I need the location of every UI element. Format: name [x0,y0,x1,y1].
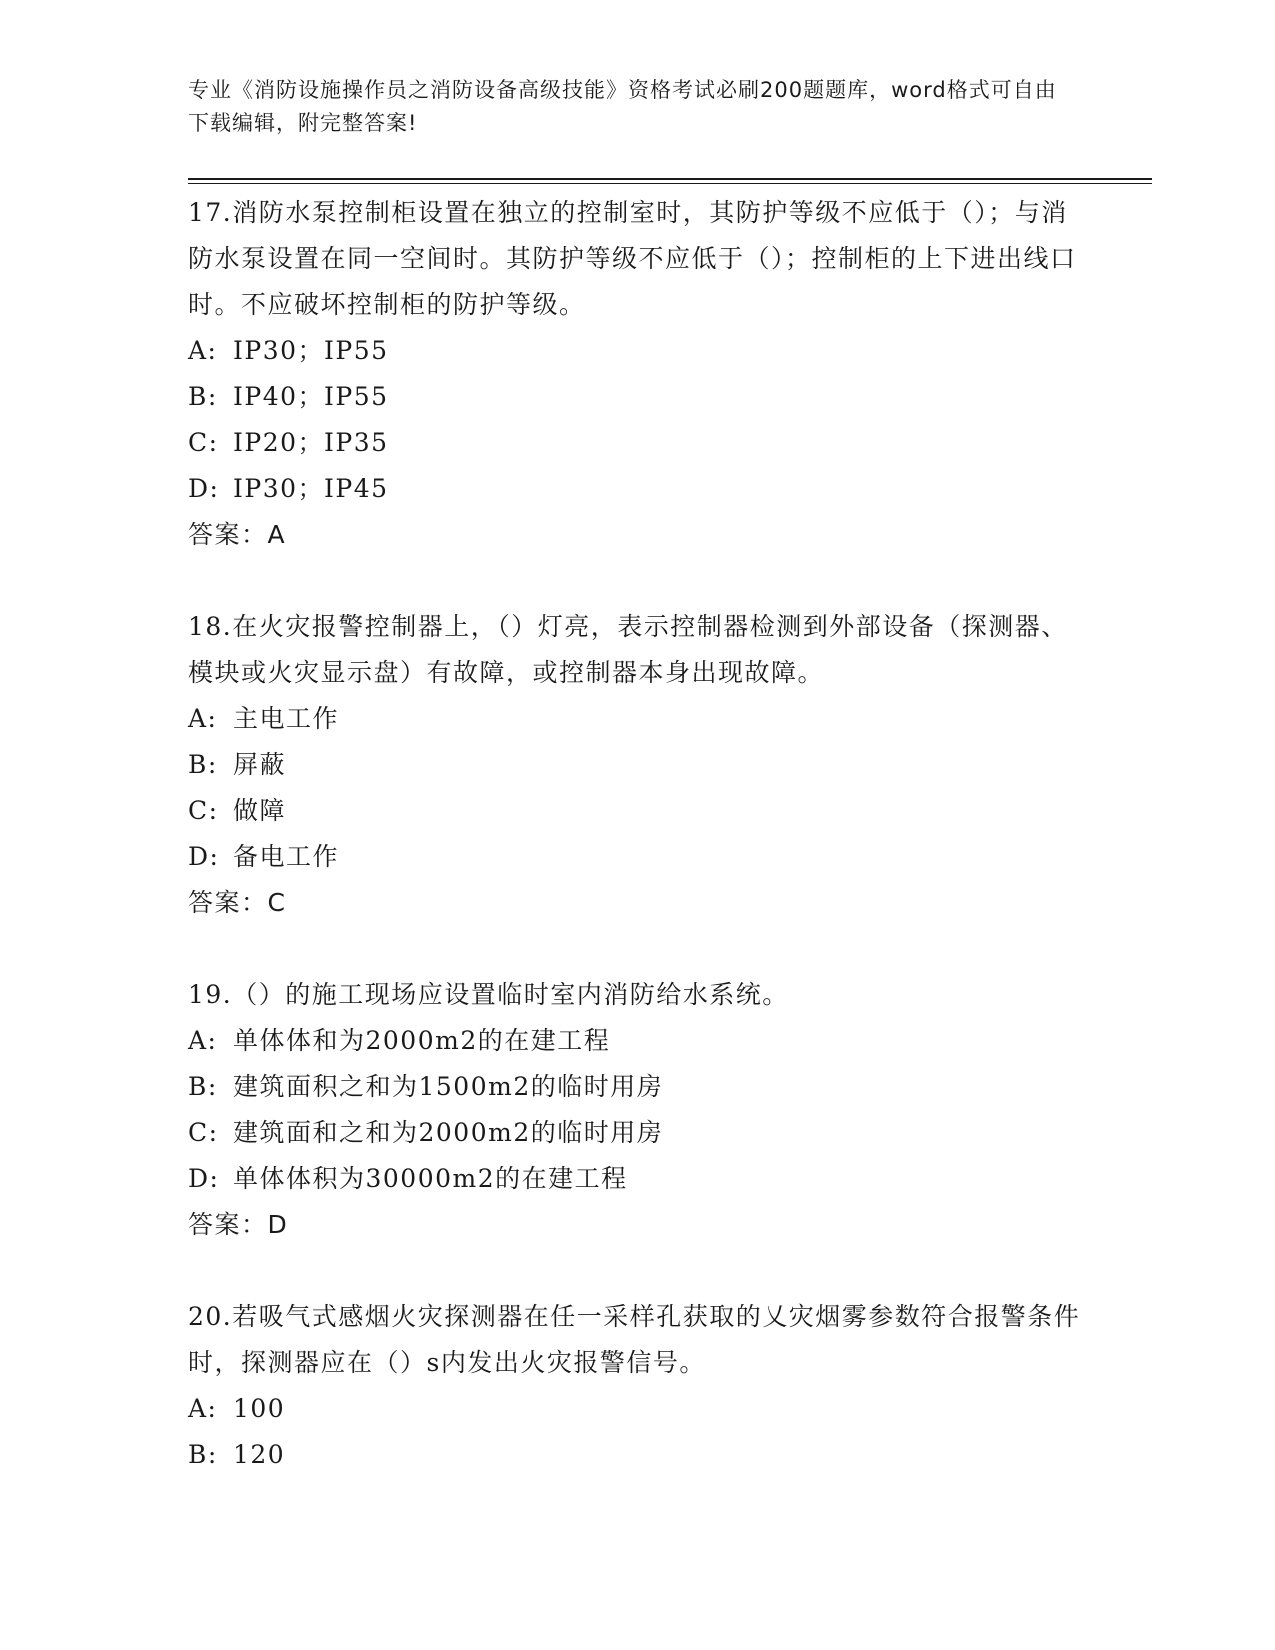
option-text: 单体体和为2000m2的在建工程 [233,1026,611,1055]
question-stem: 17.消防水泵控制柜设置在独立的控制室时，其防护等级不应低于（）；与消防水泵设置在同一空间时。其防护等级不应低于（）；控制柜的上下进出线口时。不应破坏控制柜的防护等级。 [188,198,1077,319]
header-divider-thin [188,183,1152,184]
option-letter: B: [188,1440,218,1469]
page-header: 专业《消防设施操作员之消防设备高级技能》资格考试必刷200题题库，word格式可自由下载编辑，附完整答案! [188,78,1057,135]
option-d [188,466,1088,512]
question-stem: 20.若吸气式感烟火灾探测器在任一采样孔获取的乂灾烟雾参数符合报警条件时，探测器应在（）s内发出火灾报警信号。 [188,1302,1081,1377]
option-letter: A: [188,336,218,365]
header-divider-thick [188,178,1152,180]
option-text: 建筑面积之和为1500m2的临时用房 [233,1072,664,1101]
option-text: IP40；IP55 [233,382,389,411]
option-letter: B: [188,382,218,411]
question-19 [188,972,1088,1248]
option-letter: C: [188,428,219,457]
option-letter: A: [188,1394,218,1423]
option-text: 屏蔽 [233,750,287,779]
option-text: IP20；IP35 [233,428,389,457]
option-b [188,1432,1088,1478]
answer-line: 答案：D [188,1210,289,1239]
option-text: IP30；IP45 [233,474,389,503]
answer-line: 答案：C [188,888,287,917]
option-letter: A: [188,1026,218,1055]
option-text: 做障 [233,796,287,825]
option-text: IP30；IP55 [233,336,389,365]
option-text: 100 [233,1394,286,1423]
option-letter: C: [188,1118,219,1147]
option-text: 主电工作 [233,704,340,733]
option-b [188,374,1088,420]
option-d [188,1156,1088,1202]
option-b [188,1064,1088,1110]
option-a [188,1386,1088,1432]
option-c [188,788,1088,834]
option-text: 备电工作 [233,842,340,871]
option-c [188,420,1088,466]
question-17 [188,190,1088,558]
option-letter: B: [188,1072,218,1101]
option-d [188,834,1088,880]
option-text: 建筑面和之和为2000m2的临时用房 [233,1118,664,1147]
option-a [188,1018,1088,1064]
option-a [188,328,1088,374]
option-letter: C: [188,796,219,825]
option-letter: B: [188,750,218,779]
option-letter: A: [188,704,218,733]
answer-line: 答案：A [188,520,287,549]
option-c [188,1110,1088,1156]
option-letter: D: [188,1164,220,1193]
question-list [188,190,1088,1524]
option-text: 120 [233,1440,286,1469]
question-20 [188,1294,1088,1478]
question-18 [188,604,1088,926]
question-stem: 18.在火灾报警控制器上，（）灯亮，表示控制器检测到外部设备（探测器、模块或火灾显示盘）有故障，或控制器本身出现故障。 [188,612,1068,687]
option-text: 单体体积为30000m2的在建工程 [233,1164,628,1193]
option-letter: D: [188,474,220,503]
question-stem: 19.（）的施工现场应设置临时室内消防给水系统。 [188,980,789,1009]
option-b [188,742,1088,788]
option-letter: D: [188,842,220,871]
option-a [188,696,1088,742]
